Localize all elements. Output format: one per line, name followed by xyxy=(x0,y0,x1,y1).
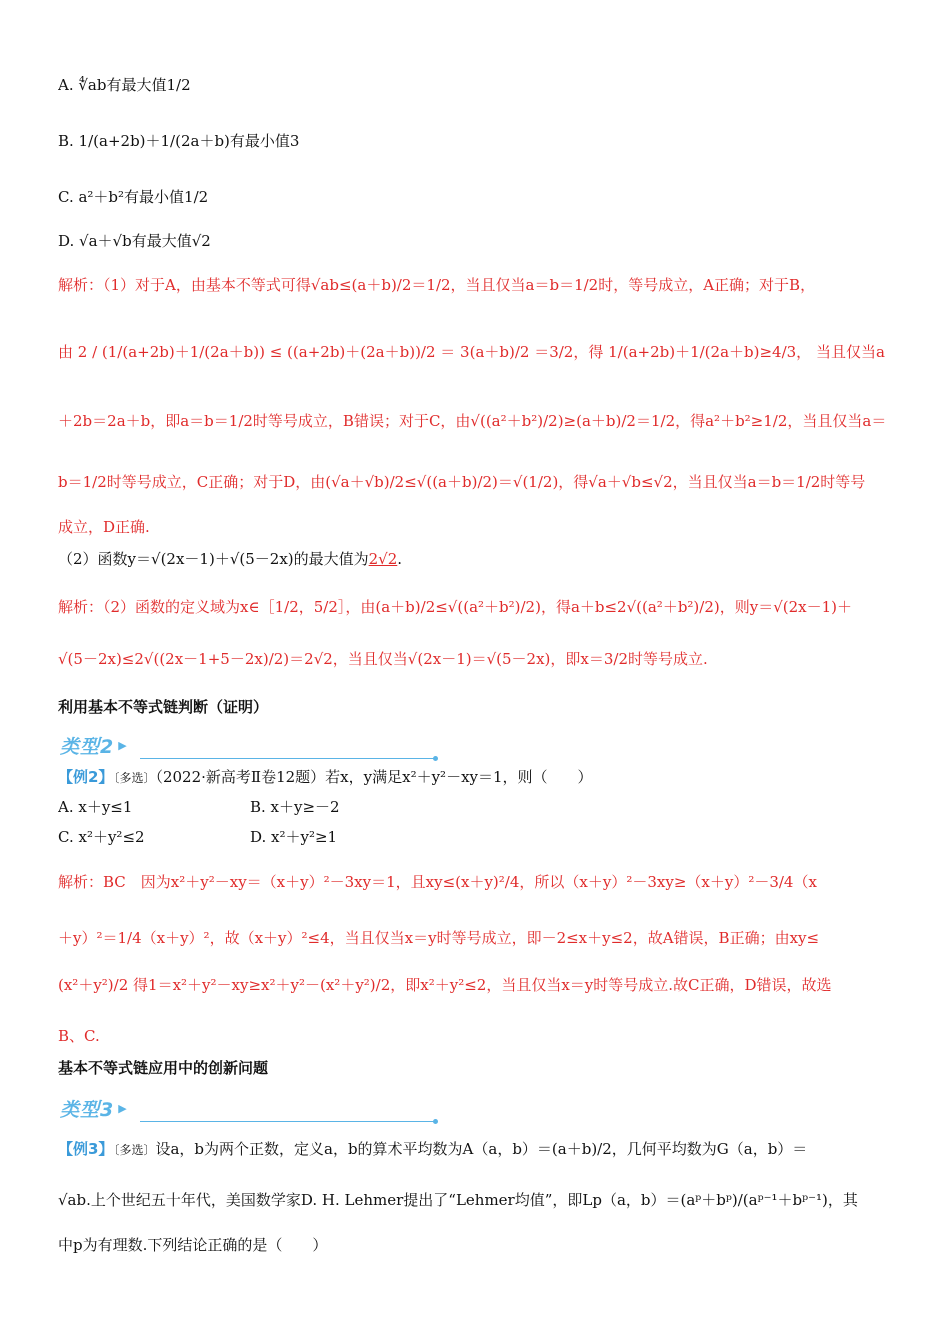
solution-q1-line4: b＝1/2时等号成立，C正确；对于D，由(√a＋√b)/2≤√((a＋b)/2)＝√(1/2)，得√a＋√b≤√2，当且仅当a＝b＝1/2时等号 xyxy=(58,473,866,491)
solution-ex2-line1: 解析：BC 因为x²＋y²－xy＝（x＋y）²－3xy＝1，且xy≤(x＋y)²/4，所以（x＋y）²－3xy≥（x＋y）²－3/4（x xyxy=(58,873,817,891)
dot-icon xyxy=(433,756,438,761)
example-3-tag: 〔多选〕 xyxy=(113,1143,156,1157)
type-badge-2 xyxy=(60,732,127,758)
q2-prefix: （2）函数y＝√(2x－1)＋√(5－2x)的最大值为 xyxy=(58,550,369,568)
example-2-options-row2 xyxy=(58,826,890,848)
section-title-1: 利用基本不等式链判断（证明） xyxy=(58,698,269,716)
solution-q1-line2: 由 2 / (1/(a+2b)＋1/(2a＋b)) ≤ ((a+2b)＋(2a＋b))/2 ＝ 3(a＋b)/2 ＝3/2，得 1/(a+2b)＋1/(2a＋b)≥4/3， 当且仅当a xyxy=(58,343,885,361)
example-2-option-d: D. x²＋y²≥1 xyxy=(250,828,338,846)
option-c: C. a²＋b²有最小值1/2 xyxy=(58,188,209,206)
solution-ex2-line2: ＋y）²＝1/4（x＋y）²，故（x＋y）²≤4，当且仅当x＝y时等号成立，即－2≤x＋y≤2，故A错误，B正确；由xy≤ xyxy=(58,929,820,947)
example-2 xyxy=(58,766,890,789)
example-2-label: 【例2】 xyxy=(58,768,114,786)
dot-icon xyxy=(433,1119,438,1124)
question-2 xyxy=(58,548,890,570)
q2-suffix: . xyxy=(397,550,403,568)
type-badge-3 xyxy=(60,1095,127,1121)
solution-q1-line3: ＋2b＝2a＋b，即a＝b＝1/2时等号成立，B错误；对于C，由√((a²＋b²)/2)≥(a＋b)/2＝1/2，得a²＋b²≥1/2，当且仅当a＝ xyxy=(58,412,887,430)
solution-ex2-line4: B、C. xyxy=(58,1027,100,1045)
arrow-right-icon: ▶ xyxy=(118,1101,127,1115)
example-3-line1 xyxy=(58,1138,890,1161)
solution-q1-line1: 解析：（1）对于A，由基本不等式可得√ab≤(a＋b)/2＝1/2，当且仅当a＝b＝1/2时，等号成立，A正确；对于B， xyxy=(58,276,816,294)
section-title-2: 基本不等式链应用中的创新问题 xyxy=(58,1059,269,1077)
example-2-options-row1 xyxy=(58,796,890,818)
arrow-right-icon: ▶ xyxy=(118,738,127,752)
example-3-text: 设a，b为两个正数，定义a，b的算术平均数为A（a，b）＝(a＋b)/2，几何平均数为G（a，b）＝ xyxy=(155,1140,808,1158)
example-2-tag: 〔多选〕 xyxy=(113,771,156,785)
solution-q2-line1: 解析：（2）函数的定义域为x∈［1/2，5/2］，由(a＋b)/2≤√((a²＋b²)/2)，得a＋b≤2√((a²＋b²)/2)，则y＝√(2x－1)＋ xyxy=(58,598,853,616)
type-2-underline xyxy=(140,758,435,759)
type-3-underline xyxy=(140,1121,435,1122)
option-d: D. √a＋√b有最大值√2 xyxy=(58,232,211,250)
example-2-option-a: A. x＋y≤1 xyxy=(58,798,133,816)
example-3-label: 【例3】 xyxy=(58,1140,114,1158)
type-2-label: 类型2 xyxy=(60,735,115,758)
example-2-option-b: B. x＋y≥－2 xyxy=(250,798,340,816)
q2-answer: 2√2 xyxy=(368,550,398,568)
type-3-label: 类型3 xyxy=(60,1098,115,1121)
option-a: A. ∜ab有最大值1/2 xyxy=(58,76,191,94)
example-3-line3: 中p为有理数.下列结论正确的是（ ） xyxy=(58,1236,328,1254)
example-2-text: （2022·新高考Ⅱ卷12题）若x，y满足x²＋y²－xy＝1，则（ ） xyxy=(155,768,593,786)
example-2-option-c: C. x²＋y²≤2 xyxy=(58,828,145,846)
solution-q2-line2: √(5－2x)≤2√((2x－1+5－2x)/2)＝2√2，当且仅当√(2x－1)＝√(5－2x)，即x＝3/2时等号成立. xyxy=(58,650,708,668)
solution-q1-line5: 成立，D正确. xyxy=(58,518,150,536)
solution-ex2-line3: (x²＋y²)/2 得1＝x²＋y²－xy≥x²＋y²－(x²＋y²)/2，即x²＋y²≤2，当且仅当x＝y时等号成立.故C正确，D错误，故选 xyxy=(58,976,832,994)
option-b: B. 1/(a+2b)＋1/(2a＋b)有最小值3 xyxy=(58,132,300,150)
example-3-line2: √ab.上个世纪五十年代，美国数学家D. H. Lehmer提出了“Lehmer均值”，即Lp（a，b）＝(aᵖ＋bᵖ)/(aᵖ⁻¹＋bᵖ⁻¹)，其 xyxy=(58,1191,858,1209)
